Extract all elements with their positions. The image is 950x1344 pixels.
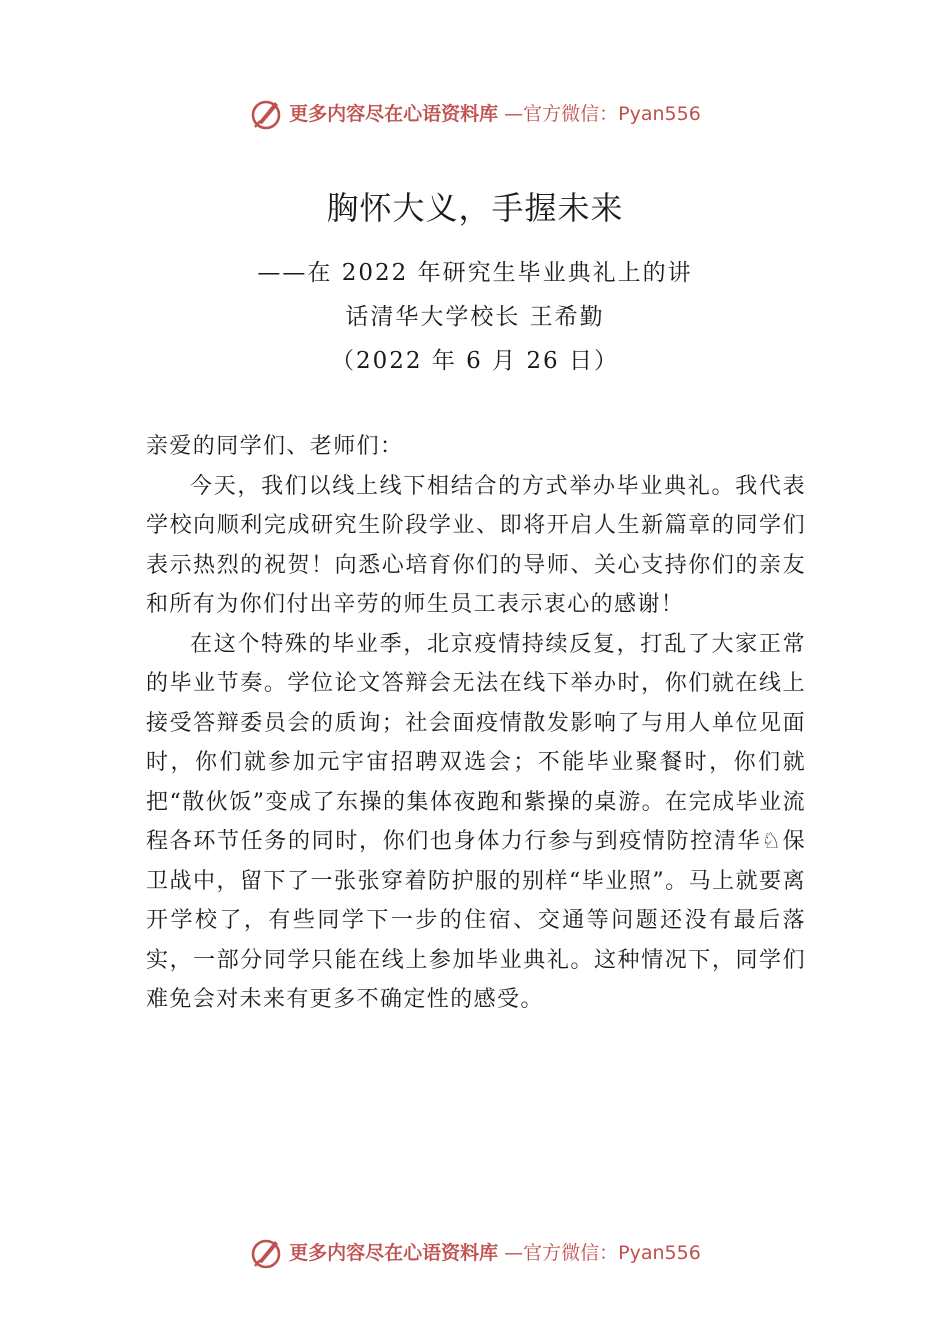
salutation: 亲爱的同学们、老师们： bbox=[146, 434, 404, 459]
document-title: 胸怀大义，手握未来 bbox=[326, 189, 624, 227]
document-body bbox=[146, 427, 806, 1020]
paragraph: 今天，我们以线上线下相结合的方式举办毕业典礼。我代表学校向顺利完成研究生阶段学业、即将开启人生新篇章的同学们表示热烈的祝贺！向悉心培育你们的导师、关心支持你们的亲友和所有为你们付出辛劳的师生员工表示衷心的感谢！ bbox=[146, 473, 806, 617]
paragraph: 在这个特殊的毕业季，北京疫情持续反复，打乱了大家正常的毕业节奏。学位论文答辩会无法在线下举办时，你们就在线上接受答辩委员会的质询；社会面疫情散发影响了与用人单位见面时，你们就参加元宇宙招聘双选会；不能毕业聚餐时，你们就把“散伙饭”变成了东操的集体夜跑和紫操的桌游。在完成毕业流程各环节任务的同时，你们也身体力行参与到疫情防控清华♘保卫战中，留下了一张张穿着防护服的别样“毕业照”。马上就要离开学校了，有些同学下一步的住宿、交通等问题还没有最后落实，一部分同学只能在线上参加毕业典礼。这种情况下，同学们难免会对未来有更多不确定性的感受。 bbox=[146, 631, 806, 1012]
watermark-wechat: —官方微信：Pyan556 bbox=[504, 1242, 701, 1264]
footer-watermark bbox=[0, 1236, 950, 1270]
header-watermark bbox=[0, 97, 950, 131]
watermark-text: 更多内容尽在心语资料库 bbox=[289, 103, 499, 125]
subtitle-date: （2022 年 6 月 26 日） bbox=[331, 348, 619, 374]
quill-logo-icon bbox=[249, 1236, 283, 1270]
subtitle-line-1: ——在 2022 年研究生毕业典礼上的讲 bbox=[257, 260, 693, 286]
quill-logo-icon bbox=[249, 97, 283, 131]
watermark-text: 更多内容尽在心语资料库 bbox=[289, 1242, 499, 1264]
watermark-wechat: —官方微信：Pyan556 bbox=[504, 103, 701, 125]
subtitle-line-2: 话清华大学校长 王希勤 bbox=[345, 304, 605, 330]
